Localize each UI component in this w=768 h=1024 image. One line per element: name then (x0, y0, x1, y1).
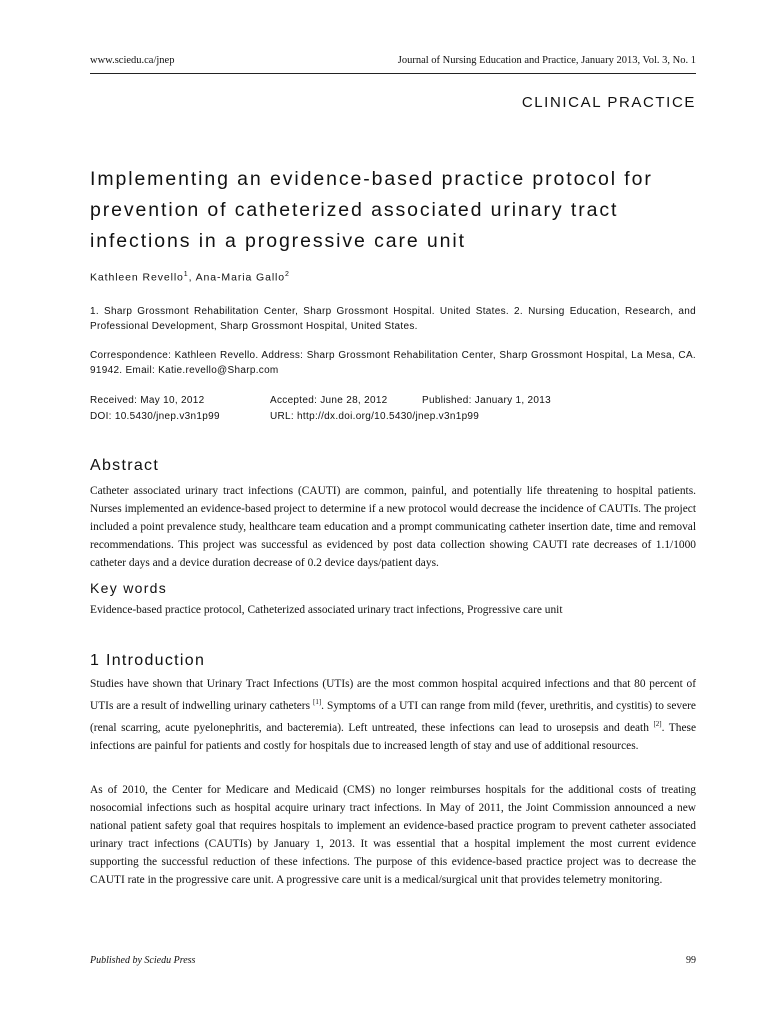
accepted-date: Accepted: June 28, 2012 (270, 395, 388, 406)
abstract-text: Catheter associated urinary tract infections (CAUTI) are common, painful, and potentially life threatening to hospital patients. Nurses implemented an evidence-based project to determine if a new protocol would decrease the incidence of CAUTIs. The project included a point prevalence study, healthcare team education and a prompt communicating catheter insertion date, time and removal recommendations. This project was successful as evidenced by post data collection showing CAUTI rate decreases of 1.1/1000 catheter days and a device duration decrease of 0.2 device days/patient days. (90, 485, 696, 569)
received-date: Received: May 10, 2012 (90, 395, 205, 406)
author-list (90, 271, 290, 284)
journal-url[interactable]: www.sciedu.ca/jnep (90, 55, 175, 66)
doi-url[interactable]: URL: http://dx.doi.org/10.5430/jnep.v3n1p99 (270, 411, 480, 422)
keywords-heading: Key words (90, 580, 168, 596)
introduction-heading: 1 Introduction (90, 652, 206, 669)
page-number: 99 (686, 955, 696, 966)
affiliation-mark: 2 (285, 271, 290, 278)
article-title: Implementing an evidence-based practice protocol for prevention of catheterized associated urinary tract infections in a progressive care unit (90, 168, 653, 252)
author-separator: , (188, 271, 196, 284)
affiliations: 1. Sharp Grossmont Rehabilitation Center, Sharp Grossmont Hospital. United States. 2. Nursing Education, Research, and Professional Development, Sharp Grossmont Hospital, United States. (90, 306, 696, 332)
doi: DOI: 10.5430/jnep.v3n1p99 (90, 411, 220, 422)
paragraph-text: Studies have shown that Urinary Tract Infections (UTIs) are the most common hospital acquired infections and that 80 percent of UTIs are a result of indwelling urinary catheters (90, 678, 696, 712)
abstract-heading: Abstract (90, 457, 160, 474)
header-rule (90, 73, 696, 74)
introduction-paragraph-1 (90, 675, 696, 755)
author-name: Kathleen Revello (90, 271, 184, 284)
citation-ref[interactable]: [1] (313, 698, 322, 706)
section-label: CLINICAL PRACTICE (521, 94, 696, 111)
running-header (90, 55, 696, 73)
keywords-text: Evidence-based practice protocol, Catheterized associated urinary tract infections, Progressive care unit (90, 604, 563, 616)
paragraph-text: . Symptoms of a UTI can range from mild (fever, urethritis, and cystitis) to severe (renal scarring, acute pyelonephritis, and bacteremia). Left untreated, these infections can lead to urosepsis and death (90, 699, 696, 734)
introduction-paragraph-2: As of 2010, the Center for Medicare and Medicaid (CMS) no longer reimburses hospitals for the additional costs of treating nosocomial infections such as hospital acquire urinary tract infections. In May of 2011, the Joint Commission announced a new national patient safety goal that requires hospitals to implement an evidence-based practice program to prevent catheter associated urinary tract infections (CAUTIs) by January 1, 2013. It was essential that a hospital implement the most current evidence supporting the successful reduction of these infections. The purpose of this evidence-based practice project was to decrease the CAUTI rate in the progressive care unit. A progressive care unit is a medical/surgical unit that provides telemetry monitoring. (90, 784, 696, 886)
publisher-footer: Published by Sciedu Press (90, 955, 196, 966)
journal-citation: Journal of Nursing Education and Practice, January 2013, Vol. 3, No. 1 (397, 55, 696, 66)
author-name: Ana-Maria Gallo (195, 271, 286, 284)
affiliation-mark: 1 (183, 271, 189, 278)
correspondence: Correspondence: Kathleen Revello. Address: Sharp Grossmont Rehabilitation Center, Sharp Grossmont Hospital, La Mesa, CA. 91942. Email: Katie.revello@Sharp.com (90, 350, 696, 376)
paragraph-text: . These infections are painful for patients and costly for hospitals due to increased length of stay and use of additional resources. (90, 721, 697, 752)
citation-ref[interactable]: [2] (653, 719, 662, 728)
published-date: Published: January 1, 2013 (422, 395, 551, 406)
